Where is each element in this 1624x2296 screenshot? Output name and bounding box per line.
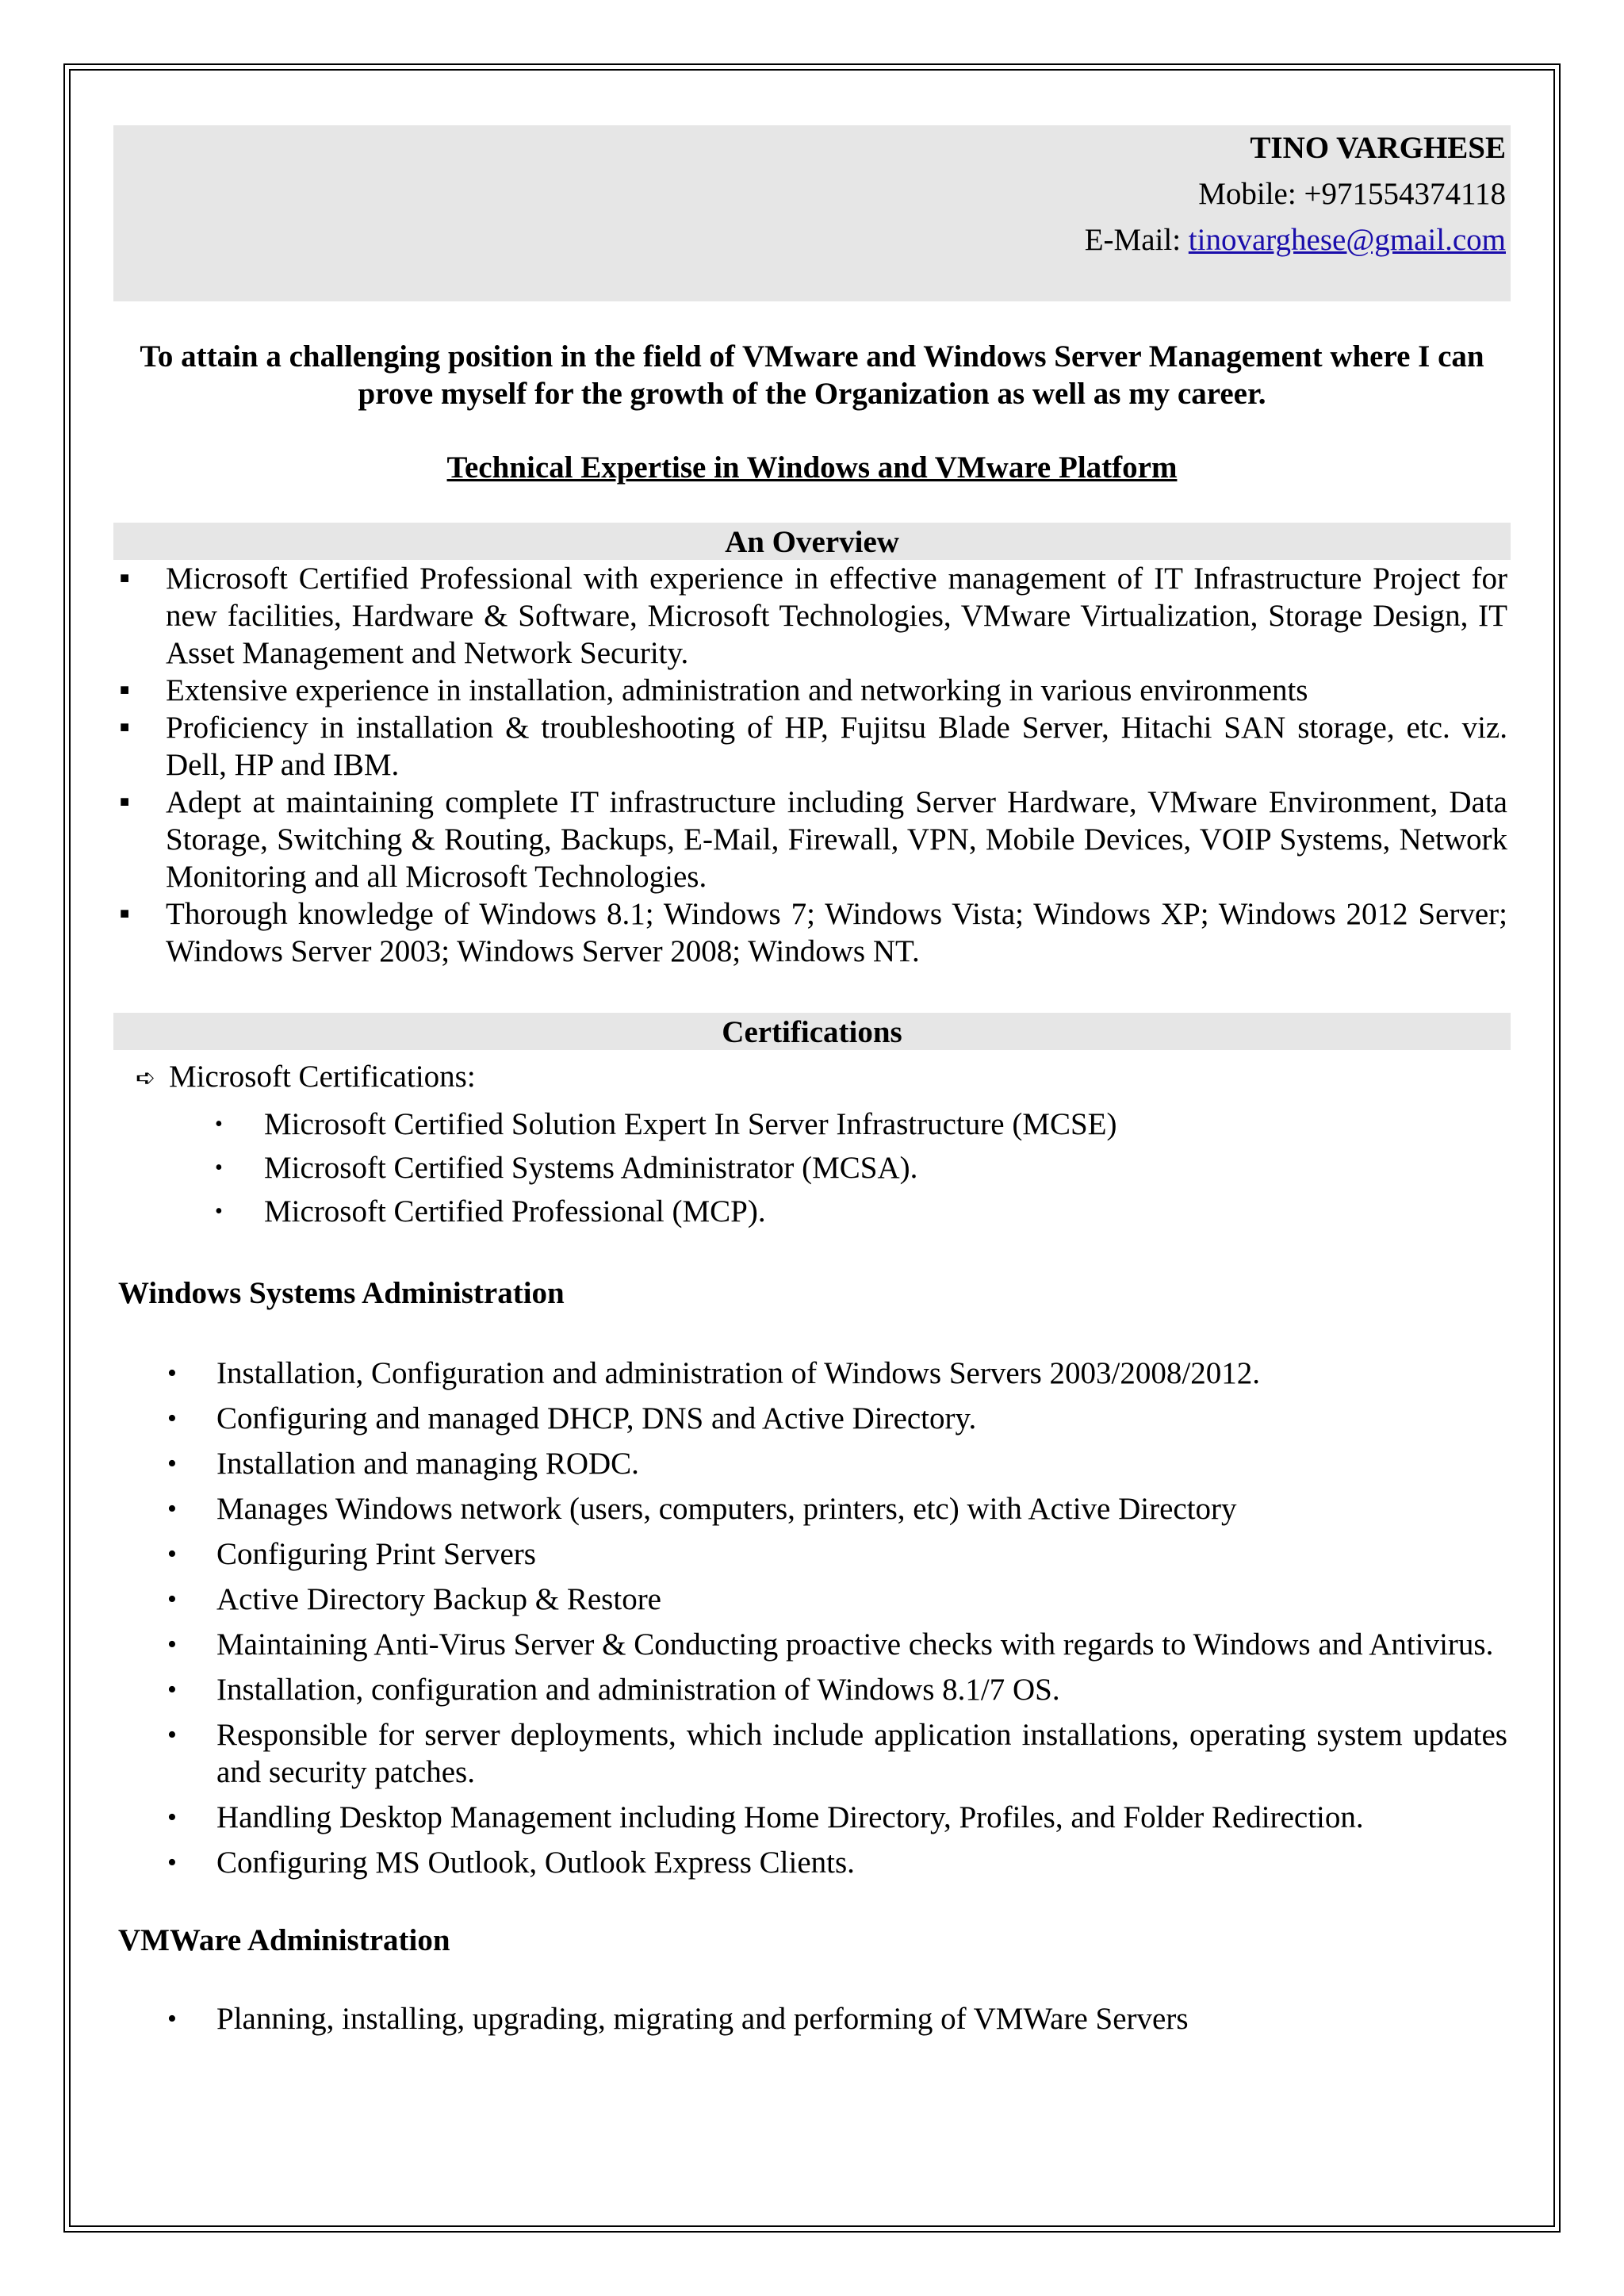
email-link[interactable]: tinovarghese@gmail.com — [1188, 223, 1506, 257]
vmware-admin-title: VMWare Administration — [118, 1923, 450, 1957]
certifications-subheading-text: Microsoft Certifications: — [169, 1060, 476, 1094]
list-item — [113, 1355, 1511, 1392]
list-item-text: Installation, configuration and administration of Windows 8.1/7 OS. — [216, 1673, 1060, 1707]
certifications-heading: Certifications — [113, 1013, 1511, 1050]
list-item — [113, 560, 1511, 672]
dot-bullet-icon: • — [167, 1803, 177, 1832]
list-item-text: Microsoft Certified Professional (MCP). — [264, 1194, 766, 1228]
square-bullet-icon: ■ — [120, 569, 130, 587]
list-item-text: Installation and managing RODC. — [216, 1447, 639, 1481]
dot-bullet-icon: • — [167, 2004, 177, 2033]
square-bullet-icon: ■ — [120, 793, 130, 811]
email-line — [113, 217, 1506, 263]
dot-bullet-icon: • — [167, 1630, 177, 1659]
dot-bullet-icon: • — [167, 1494, 177, 1524]
dot-bullet-icon: • — [167, 1585, 177, 1614]
list-item-text: Configuring MS Outlook, Outlook Express Clients. — [216, 1846, 855, 1880]
list-item-text: Maintaining Anti-Virus Server & Conducting proactive checks with regards to Windows and Antivirus. — [216, 1627, 1494, 1662]
list-item — [113, 1102, 1511, 1146]
list-item — [113, 1844, 1511, 1881]
list-item — [113, 2000, 1511, 2037]
list-item — [113, 1535, 1511, 1573]
dot-bullet-icon: • — [167, 1449, 177, 1478]
contact-header — [113, 125, 1511, 301]
overview-list — [113, 560, 1511, 970]
overview-heading: An Overview — [113, 523, 1511, 560]
list-item-text: Microsoft Certified Solution Expert In Server Infrastructure (MCSE) — [264, 1107, 1117, 1141]
list-item — [113, 1671, 1511, 1708]
list-item — [113, 784, 1511, 895]
list-item-text: Handling Desktop Management including Home Directory, Profiles, and Folder Redirection. — [216, 1800, 1364, 1834]
list-item — [113, 1581, 1511, 1618]
dot-bullet-icon: • — [167, 1359, 177, 1388]
list-item-text: Thorough knowledge of Windows 8.1; Windows 7; Windows Vista; Windows XP; Windows 2012 Server; Windows Server 2003; Windows Server 2008; Windows NT. — [166, 897, 1507, 968]
square-bullet-icon: ■ — [120, 681, 130, 699]
list-item — [113, 1716, 1511, 1791]
dot-bullet-icon: • — [167, 1848, 177, 1877]
arrow-bullet-icon: ➪ — [136, 1065, 156, 1091]
windows-admin-list — [113, 1355, 1511, 1881]
list-item-text: Responsible for server deployments, which include application installations, operating system updates and security patches. — [216, 1718, 1507, 1789]
list-item — [113, 1190, 1511, 1233]
list-item — [113, 1799, 1511, 1836]
expertise-title: Technical Expertise in Windows and VMware Platform — [446, 450, 1178, 485]
dot-bullet-icon: • — [167, 1720, 177, 1750]
square-bullet-icon: ■ — [120, 719, 130, 736]
resume-content — [113, 125, 1511, 2045]
list-item-text: Manages Windows network (users, computers, printers, etc) with Active Directory — [216, 1492, 1237, 1526]
list-item — [113, 1445, 1511, 1482]
list-item-text: Microsoft Certified Professional with experience in effective management of IT Infrastructure Project for new facilities, Hardware & Software, Microsoft Technologies, VMware Virtualization, Storage Design, IT Asset Management and Network Security. — [166, 562, 1507, 670]
list-item-text: Extensive experience in installation, administration and networking in various environments — [166, 673, 1308, 707]
list-item — [113, 1490, 1511, 1527]
candidate-name: TINO VARGHESE — [1250, 131, 1506, 165]
mobile-number: Mobile: +971554374118 — [1198, 177, 1506, 211]
vmware-admin-list — [113, 2000, 1511, 2037]
career-objective: To attain a challenging position in the field of VMware and Windows Server Management where I can prove myself for the growth of the Organization as well as my career. — [140, 339, 1484, 411]
list-item — [113, 709, 1511, 784]
square-bullet-icon: ■ — [120, 905, 130, 922]
list-item-text: Microsoft Certified Systems Administrator (MCSA). — [264, 1151, 918, 1185]
list-item — [113, 1626, 1511, 1663]
dot-bullet-icon: • — [167, 1404, 177, 1433]
dot-bullet-icon: • — [167, 1675, 177, 1704]
dot-bullet-icon: • — [215, 1112, 223, 1137]
certifications-list — [113, 1102, 1511, 1233]
list-item-text: Configuring and managed DHCP, DNS and Active Directory. — [216, 1401, 977, 1435]
list-item — [113, 1146, 1511, 1190]
list-item-text: Configuring Print Servers — [216, 1537, 536, 1571]
list-item-text: Adept at maintaining complete IT infrastructure including Server Hardware, VMware Environment, Data Storage, Switching & Routing, Backups, E-Mail, Firewall, VPN, Mobile Devices, VOIP Systems, Network Monitoring and all Microsoft Technologies. — [166, 785, 1507, 894]
list-item-text: Installation, Configuration and administration of Windows Servers 2003/2008/2012. — [216, 1356, 1260, 1390]
certifications-subheading — [113, 1058, 1511, 1095]
list-item-text: Planning, installing, upgrading, migrating and performing of VMWare Servers — [216, 2002, 1189, 2036]
list-item-text: Active Directory Backup & Restore — [216, 1582, 661, 1616]
list-item — [113, 895, 1511, 970]
list-item — [113, 672, 1511, 709]
email-label: E-Mail: — [1084, 223, 1189, 257]
dot-bullet-icon: • — [215, 1199, 223, 1224]
list-item — [113, 1400, 1511, 1437]
list-item-text: Proficiency in installation & troubleshooting of HP, Fujitsu Blade Server, Hitachi SAN storage, etc. viz. Dell, HP and IBM. — [166, 711, 1507, 782]
dot-bullet-icon: • — [215, 1156, 223, 1180]
dot-bullet-icon: • — [167, 1539, 177, 1569]
windows-admin-title: Windows Systems Administration — [118, 1276, 565, 1310]
